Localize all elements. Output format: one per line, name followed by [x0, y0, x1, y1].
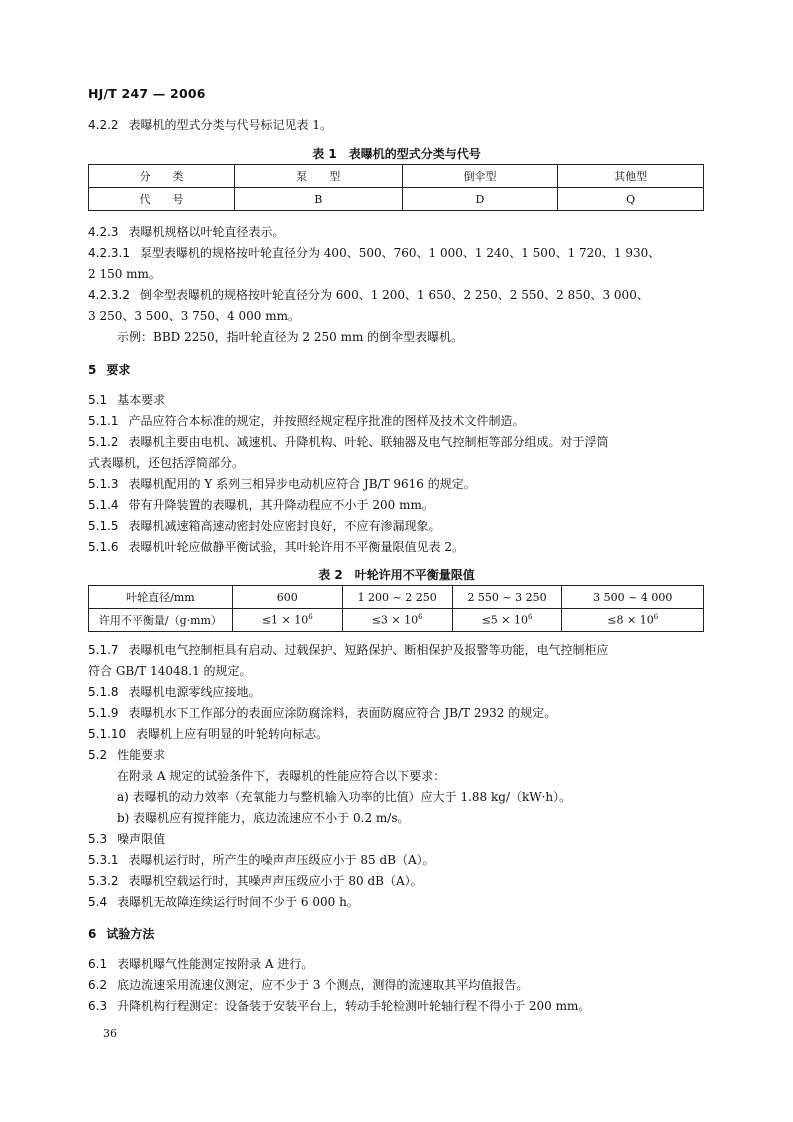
table1-caption: 表 1 表曝机的型式分类与代号	[312, 147, 481, 161]
standard-header: HJ/T 247 — 2006	[88, 86, 206, 101]
clause-5-3-1: 5.3.1 表曝机运行时，所产生的噪声声压级应小于 85 dB（A）。	[88, 853, 435, 867]
clause-5-3-2: 5.3.2 表曝机空载运行时，其噪声声压级应小于 80 dB（A）。	[88, 874, 423, 888]
imbalance-limit-table	[88, 585, 704, 632]
table2-caption: 表 2 叶轮许用不平衡量限值	[318, 568, 475, 582]
clause-5-2-intro: 在附录 A 规定的试验条件下，表曝机的性能应符合以下要求：	[117, 769, 446, 783]
section-6-heading: 6 试验方法	[88, 927, 155, 941]
clause-5-2: 5.2 性能要求	[88, 748, 166, 762]
clause-5-1-7: 5.1.7 表曝机电气控制柜具有启动、过载保护、短路保护、断相保护及报警等功能，电气控制柜应	[88, 643, 609, 657]
clause-4-2-3-1: 4.2.3.1 泵型表曝机的规格按叶轮直径分为 400、500、760、1 000、1 240、1 500、1 720、1 930、	[88, 246, 661, 260]
table-row: 分 类 泵 型 倒伞型 其他型	[89, 165, 704, 188]
table-row: 叶轮直径/mm 600 1 200 ~ 2 250 2 550 ~ 3 250 3 500 ~ 4 000	[89, 586, 704, 609]
clause-5-1-2-cont: 式表曝机，还包括浮筒部分。	[88, 456, 245, 470]
clause-5-1-6: 5.1.6 表曝机叶轮应做静平衡试验，其叶轮许用不平衡量限值见表 2。	[88, 540, 464, 554]
clause-5-4: 5.4 表曝机无故障连续运行时间不少于 6 000 h。	[88, 895, 359, 909]
example-note: 示例：BBD 2250，指叶轮直径为 2 250 mm 的倒伞型表曝机。	[117, 330, 464, 344]
clause-4-2-3-2: 4.2.3.2 倒伞型表曝机的规格按叶轮直径分为 600、1 200、1 650、2 250、2 550、2 850、3 000、	[88, 288, 649, 302]
clause-5-2-b: b) 表曝机应有搅拌能力，底边流速应不小于 0.2 m/s。	[117, 811, 410, 825]
section-5-heading: 5 要求	[88, 363, 131, 377]
table-row: 代 号 B D Q	[89, 188, 704, 211]
clause-6-2: 6.2 底边流速采用流速仪测定，应不少于 3 个测点，测得的流速取其平均值报告。	[88, 978, 529, 992]
clause-5-1-8: 5.1.8 表曝机电源零线应接地。	[88, 685, 261, 699]
clause-5-1-9: 5.1.9 表曝机水下工作部分的表面应涂防腐涂料，表面防腐应符合 JB/T 2932 的规定。	[88, 706, 557, 720]
type-code-table	[88, 164, 704, 211]
clause-4-2-3-2-cont: 3 250、3 500、3 750、4 000 mm。	[88, 309, 300, 323]
clause-5-1-10: 5.1.10 表曝机上应有明显的叶轮转向标志。	[88, 727, 329, 741]
clause-5-1-4: 5.1.4 带有升降装置的表曝机，其升降动程应不小于 200 mm。	[88, 498, 434, 512]
clause-5-1-5: 5.1.5 表曝机减速箱高速动密封处应密封良好，不应有渗漏现象。	[88, 519, 441, 533]
clause-5-1-1: 5.1.1 产品应符合本标准的规定，并按照经规定程序批准的图样及技术文件制造。	[88, 414, 525, 428]
clause-4-2-3-1-cont: 2 150 mm。	[88, 267, 161, 281]
clause-4-2-2: 4.2.2 表曝机的型式分类与代号标记见表 1。	[88, 118, 332, 132]
table-row: 许用不平衡量/（g·mm） $\le 1 \times 10^6$ $\le 3 \times 10^6$ $\le 5 \times 10^6$ $\le 8 \times 10^6$	[89, 609, 704, 632]
clause-5-1-3: 5.1.3 表曝机配用的 Y 系列三相异步电动机应符合 JB/T 9616 的规定。	[88, 477, 476, 491]
clause-5-1: 5.1 基本要求	[88, 393, 166, 407]
clause-5-1-7-cont: 符合 GB/T 14048.1 的规定。	[88, 664, 252, 678]
clause-5-1-2: 5.1.2 表曝机主要由电机、减速机、升降机构、叶轮、联轴器及电气控制柜等部分组成。对于浮筒	[88, 435, 609, 449]
page-number: 36	[103, 1027, 117, 1040]
clause-6-3: 6.3 升降机构行程测定：设备装于安装平台上，转动手轮检测叶轮轴行程不得小于 200 mm。	[88, 999, 591, 1013]
clause-4-2-3: 4.2.3 表曝机规格以叶轮直径表示。	[88, 225, 285, 239]
clause-6-1: 6.1 表曝机曝气性能测定按附录 A 进行。	[88, 957, 314, 971]
clause-5-3: 5.3 噪声限值	[88, 832, 166, 846]
clause-5-2-a: a) 表曝机的动力效率（充氧能力与整机输入功率的比值）应大于 1.88 kg/（kW·h）。	[117, 790, 572, 804]
